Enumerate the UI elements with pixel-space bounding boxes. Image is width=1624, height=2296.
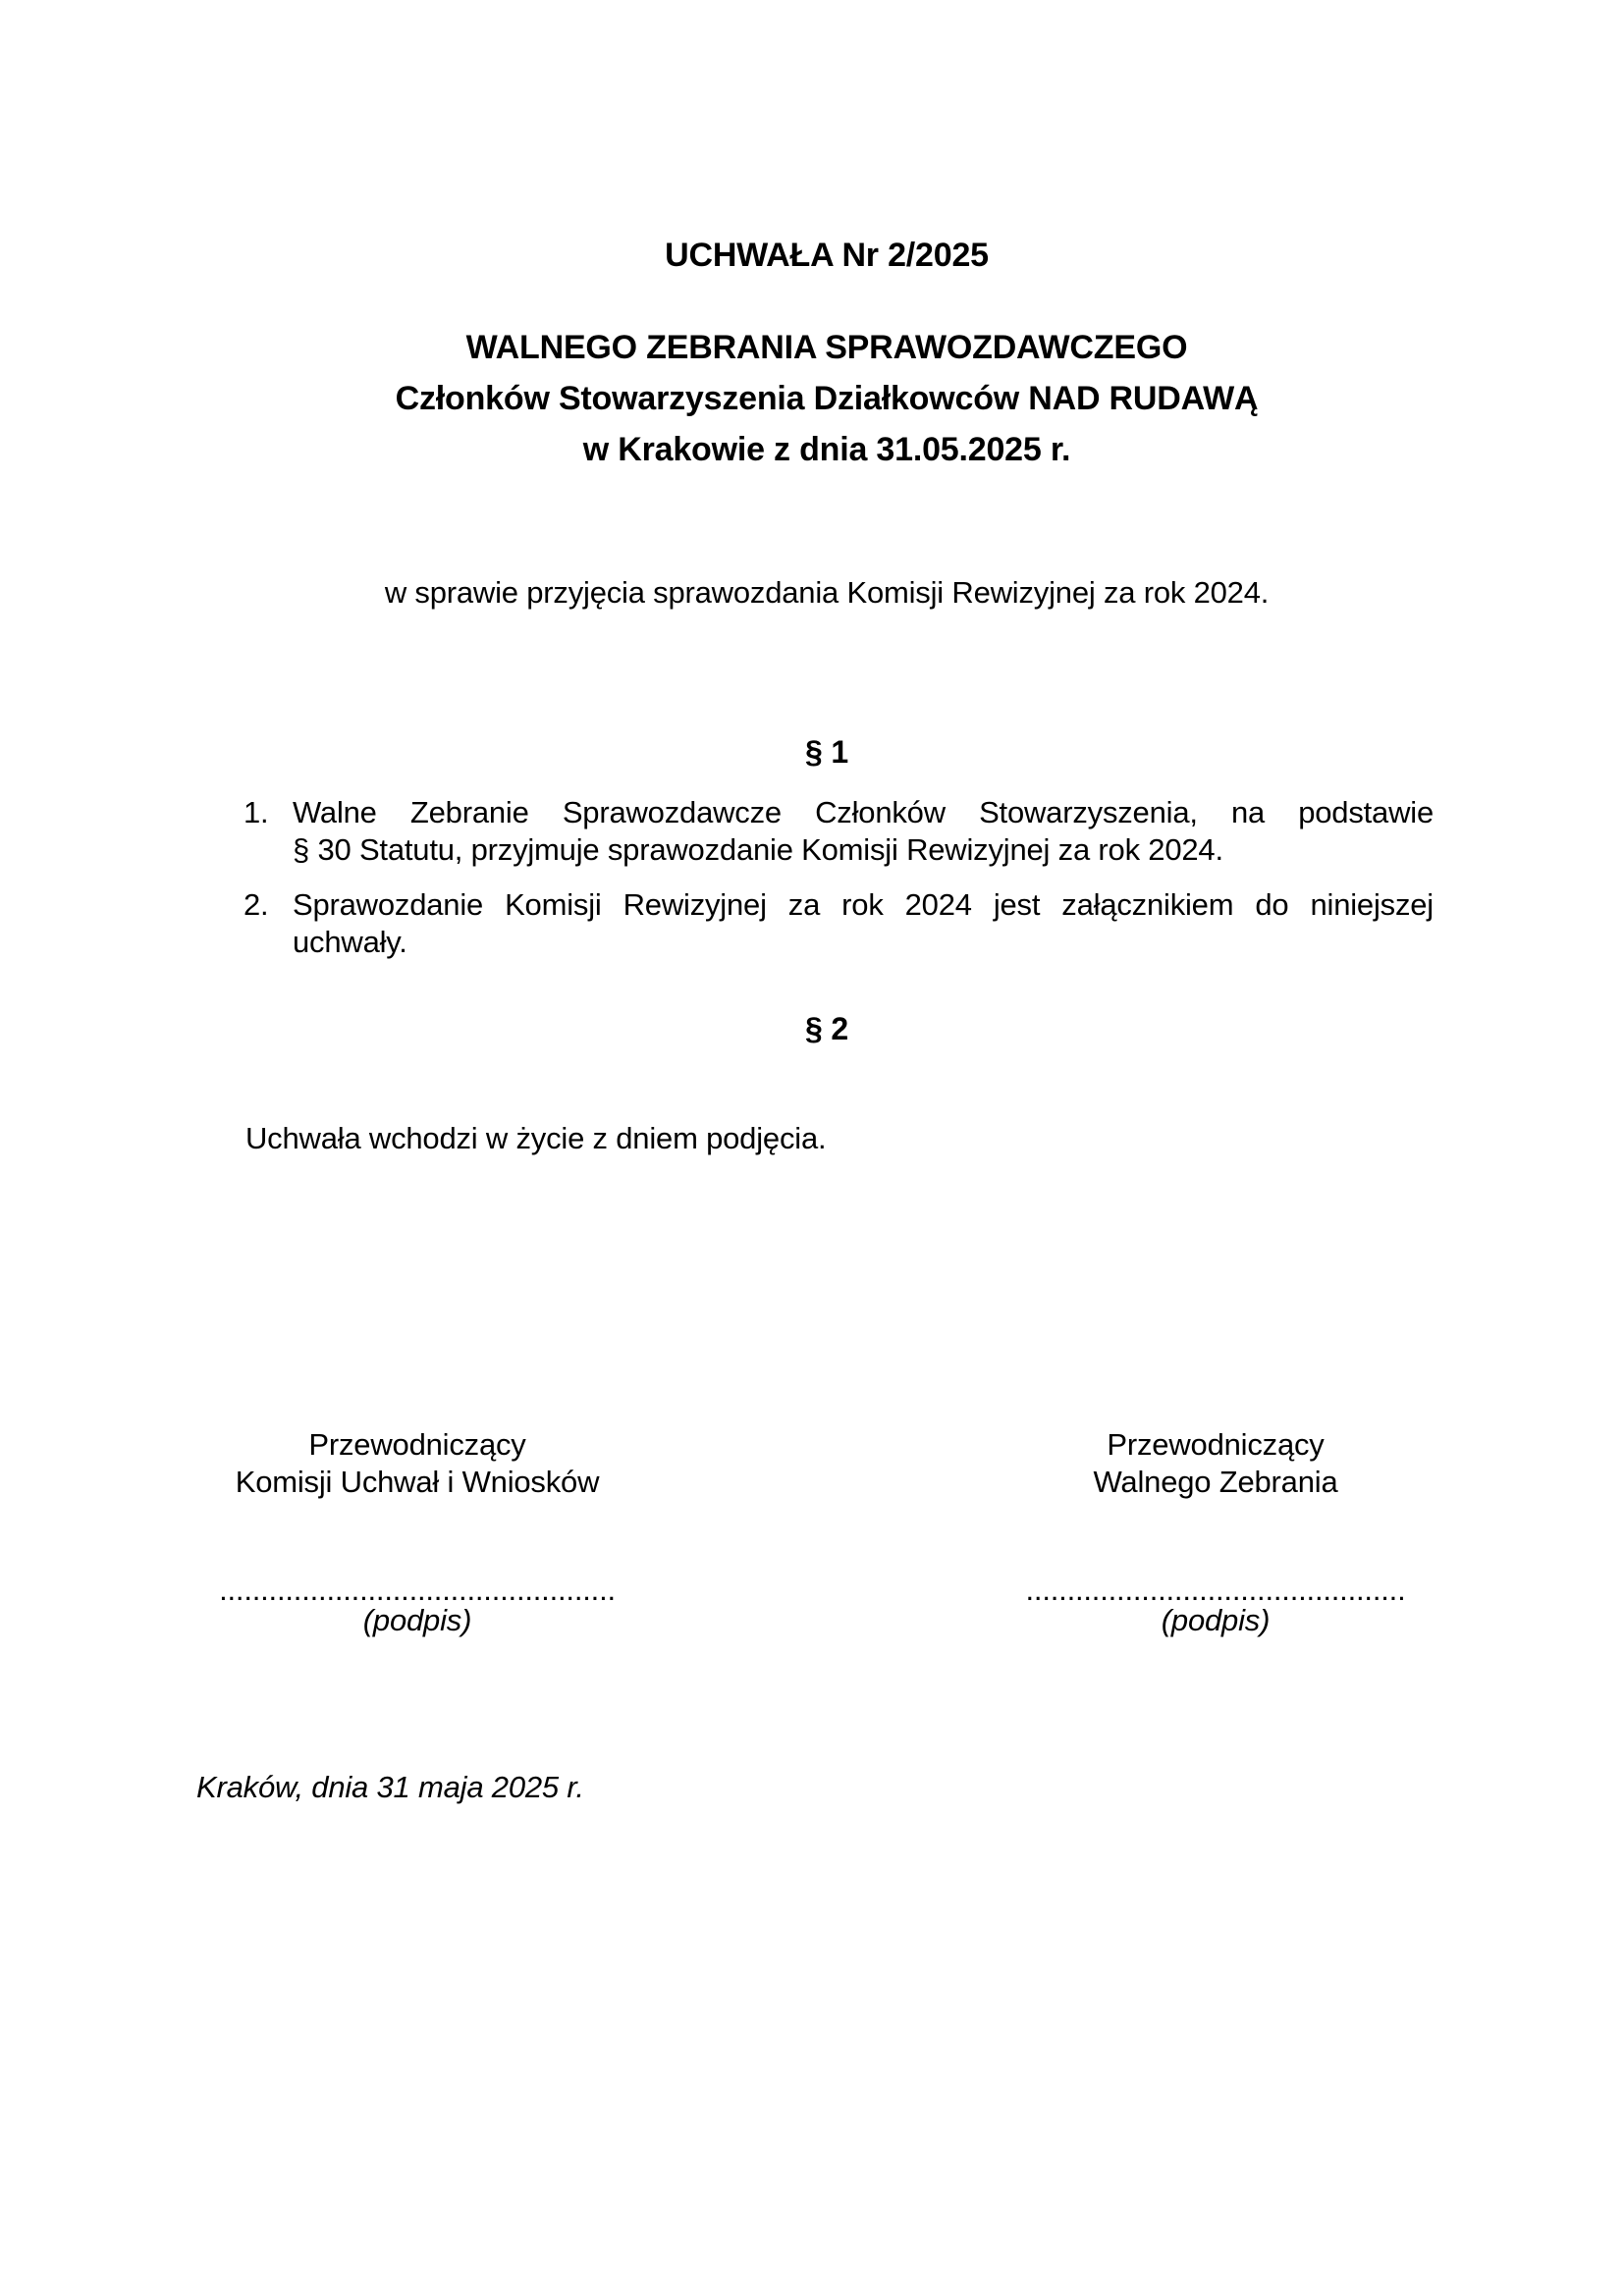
list-item-number: 1. bbox=[244, 795, 269, 829]
signature-role-title: Przewodniczący bbox=[1107, 1427, 1325, 1462]
list-item-text bbox=[293, 794, 1434, 869]
list-item-text bbox=[293, 886, 1434, 961]
signature-role-title: Przewodniczący bbox=[308, 1427, 526, 1462]
signature-block-right bbox=[970, 1426, 1461, 1637]
list-item-line: Walne Zebranie Sprawozdawcze Członków Stowarzyszenia, na podstawie bbox=[293, 795, 1434, 829]
list-item-line: Sprawozdanie Komisji Rewizyjnej za rok 2024 jest załącznikiem do niniejszej bbox=[293, 887, 1434, 922]
list-item-line: § 30 Statutu, przyjmuje sprawozdanie Komisji Rewizyjnej za rok 2024. bbox=[293, 832, 1223, 867]
signature-area bbox=[0, 1426, 1624, 1637]
list-item bbox=[244, 886, 1434, 961]
heading-line-organization: WALNEGO ZEBRANIA SPRAWOZDAWCZEGO bbox=[465, 329, 1188, 366]
list-item-number: 2. bbox=[244, 887, 269, 922]
signature-block-left bbox=[142, 1426, 692, 1637]
heading-line-place-date: w Krakowie z dnia 31.05.2025 r. bbox=[582, 431, 1071, 468]
heading-line-members: Członków Stowarzyszenia Działkowców NAD RUDAWĄ bbox=[395, 380, 1259, 417]
signature-caption: (podpis) bbox=[362, 1603, 472, 1637]
section-1-list bbox=[244, 794, 1434, 961]
section-2-mark: § 2 bbox=[805, 1011, 848, 1046]
signature-dotted-line: ................................................ bbox=[219, 1576, 616, 1604]
list-item bbox=[244, 794, 1434, 869]
place-date-line: Kraków, dnia 31 maja 2025 r. bbox=[196, 1770, 584, 1804]
document-title: UCHWAŁA Nr 2/2025 bbox=[665, 237, 989, 274]
section-1-mark: § 1 bbox=[805, 734, 848, 770]
list-item-line: uchwały. bbox=[293, 925, 407, 959]
section-2-text: Uchwała wchodzi w życie z dniem podjęcia. bbox=[245, 1121, 827, 1155]
document-subject: w sprawie przyjęcia sprawozdania Komisji Rewizyjnej za rok 2024. bbox=[384, 575, 1270, 610]
signature-role-body: Walnego Zebrania bbox=[1093, 1465, 1338, 1499]
signature-dotted-line: .............................................. bbox=[1025, 1576, 1406, 1604]
document-heading bbox=[0, 322, 1624, 475]
signature-caption: (podpis) bbox=[1161, 1603, 1271, 1637]
signature-role-body: Komisji Uchwał i Wniosków bbox=[235, 1465, 600, 1499]
